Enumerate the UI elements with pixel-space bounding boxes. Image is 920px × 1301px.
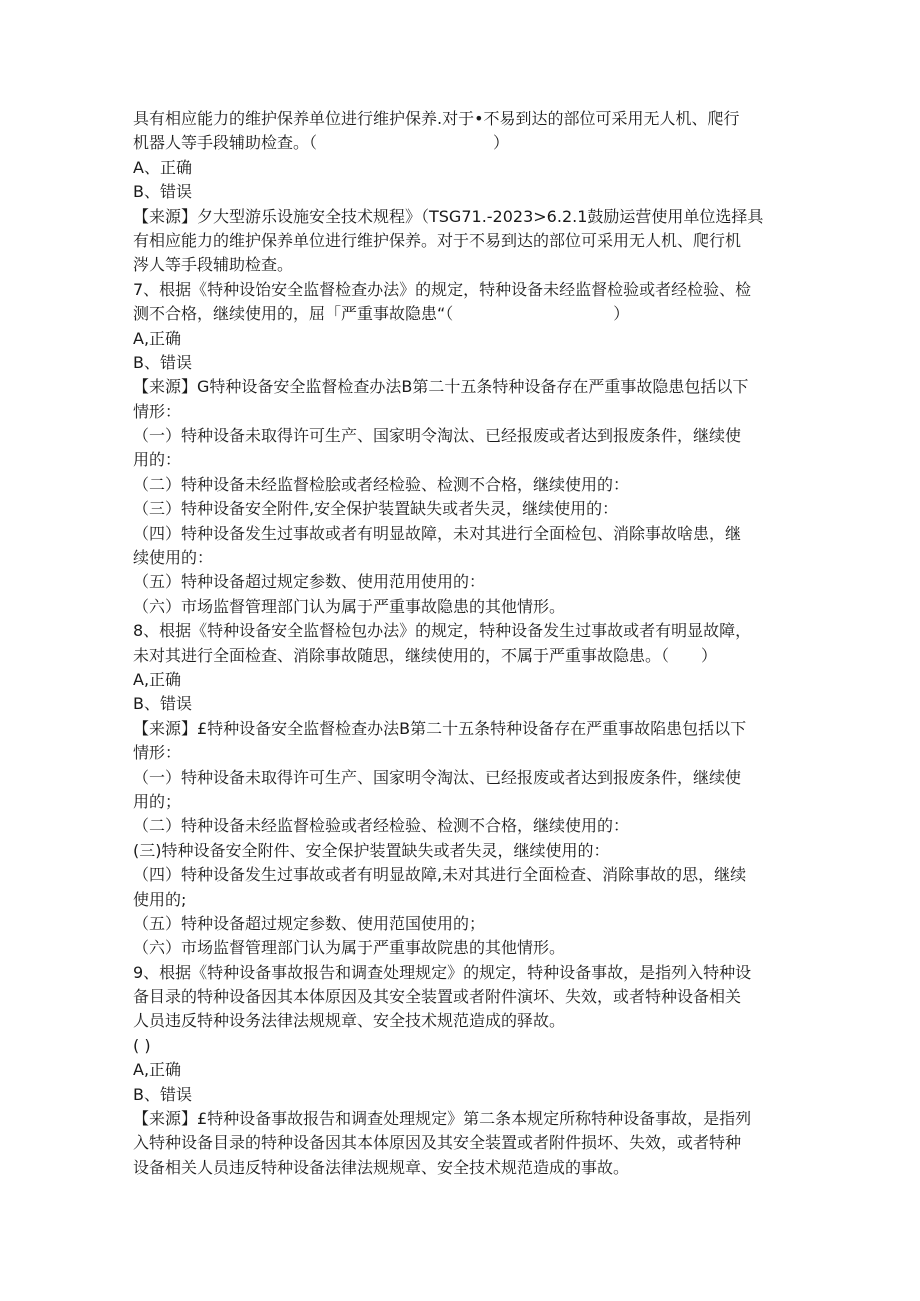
text-line: A、正确 xyxy=(133,157,192,177)
text-line: （三）特种设备安全附件,安全保护装置缺失或者失灵，继续使用的： xyxy=(133,499,619,519)
text-line: 续使用的： xyxy=(133,548,214,568)
text-line: 7、根据《特种设饴安全监督检查办法》的规定，特种设备未经监督检验或者经检验、检 xyxy=(133,279,752,299)
text-line: （五）特种设备超过规定参数、使用范用使用的： xyxy=(133,572,486,592)
text-line: （一）特种设备未取得许可生产、国家明令淘汰、已经报废或者达到报废条件，继续使 xyxy=(133,767,742,787)
text-line: 【来源】夕大型游乐设施安全技术规程》（TSG71.-2023>6.2.1鼓励运营使用单位选择具 xyxy=(133,206,764,226)
text-line: 情形： xyxy=(133,401,182,421)
text-line: （四）特种设备发生过事故或者有明显故障，未对其进行全面检包、消除事故啥患，继 xyxy=(133,523,742,543)
text-line: A,正确 xyxy=(133,1060,182,1080)
text-line: 具有相应能力的维护保养单位进行维护保养.对于•不易到达的部位可采用无人机、爬行 xyxy=(133,109,740,128)
document-body xyxy=(133,107,793,1180)
text-line: （二）特种设备未经监督检脍或者经检验、检测不合格，继续使用的： xyxy=(133,474,630,494)
text-line: 设备相关人员违反特种设备法律法规规章、安全技术规范造成的事故。 xyxy=(133,1157,630,1177)
text-line: （五）特种设备超过规定参数、使用范国使用的； xyxy=(133,913,486,933)
text-line: B、错误 xyxy=(133,1084,192,1104)
text-line: 用的； xyxy=(133,791,182,811)
text-line: 备目录的特种设备因其本体原因及其安全装置或者附件演坏、失效，或者特种设备相关 xyxy=(133,987,742,1007)
text-line: B、错误 xyxy=(133,182,192,202)
text-line: 使用的; xyxy=(133,889,187,909)
text-line: 涔人等手段辅助检查。 xyxy=(133,255,294,275)
text-line: 机器人等手段辅助检查。（ ） xyxy=(133,133,510,153)
text-line: B、错误 xyxy=(133,352,192,372)
text-line: 9、根据《特种设备事故报告和调查处理规定》的规定，特种设备事故，是指列入特种设 xyxy=(133,962,752,982)
text-line: A,正确 xyxy=(133,328,182,348)
text-line: 有相应能力的维护保养单位进行维护保养。对于不易到达的部位可采用无人机、爬行机 xyxy=(133,230,742,250)
text-line: 【来源】G特种设备安全监督检查办法B第二十五条特种设备存在严重事故隐患包括以下 xyxy=(133,377,749,397)
text-line: B、错误 xyxy=(133,694,192,714)
text-line: 情形： xyxy=(133,743,182,763)
text-line: 【来源】£特种设备安全监督检查办法B第二十五条特种设备存在严重事故陷患包括以下 xyxy=(133,718,747,738)
text-line: （六）市场监督管理部门认为属于严重事故院患的其他情形。 xyxy=(133,938,566,958)
text-line: A,正确 xyxy=(133,669,182,689)
text-line: （六）市场监督管理部门认为属于严重事故隐患的其他情形。 xyxy=(133,596,566,616)
text-line: 8、根据《特种设备安全监督检包办法》的规定，特种设备发生过事故或者有明显故障， xyxy=(133,621,752,641)
text-line: 用的： xyxy=(133,450,182,470)
text-line: （二）特种设备未经监督检验或者经检验、检测不合格，继续使用的： xyxy=(133,816,630,836)
text-line: 未对其进行全面检查、消除事故随思，继续使用的，不属于严重事故隐患。（ ） xyxy=(133,645,718,665)
text-line: 人员违反特种设务法律法规规章、安全技术规范造成的驿故。 xyxy=(133,1011,566,1031)
text-line: 测不合格，继续使用的，屈「严重事故隐患“（ ） xyxy=(133,304,630,324)
text-line: 【来源】£特种设备事故报告和调查处理规定》第二条本规定所称特种设备事故，是指列 xyxy=(133,1109,752,1129)
text-line: (三)特种设备安全附件、安全保护装置缺失或者失灵，继续使用的： xyxy=(133,840,610,860)
text-line: ( ) xyxy=(133,1035,151,1055)
text-line: （四）特种设备发生过事故或者有明显故障,未对其进行全面检查、消除事故的思，继续 xyxy=(133,865,747,885)
text-line: 入特种设备目录的特种设备因其本体原因及其安全装置或者附件损坏、失效，或者特种 xyxy=(133,1133,742,1153)
text-line: （一）特种设备未取得许可生产、国家明令淘汰、已经报废或者达到报废条件，继续使 xyxy=(133,426,742,446)
